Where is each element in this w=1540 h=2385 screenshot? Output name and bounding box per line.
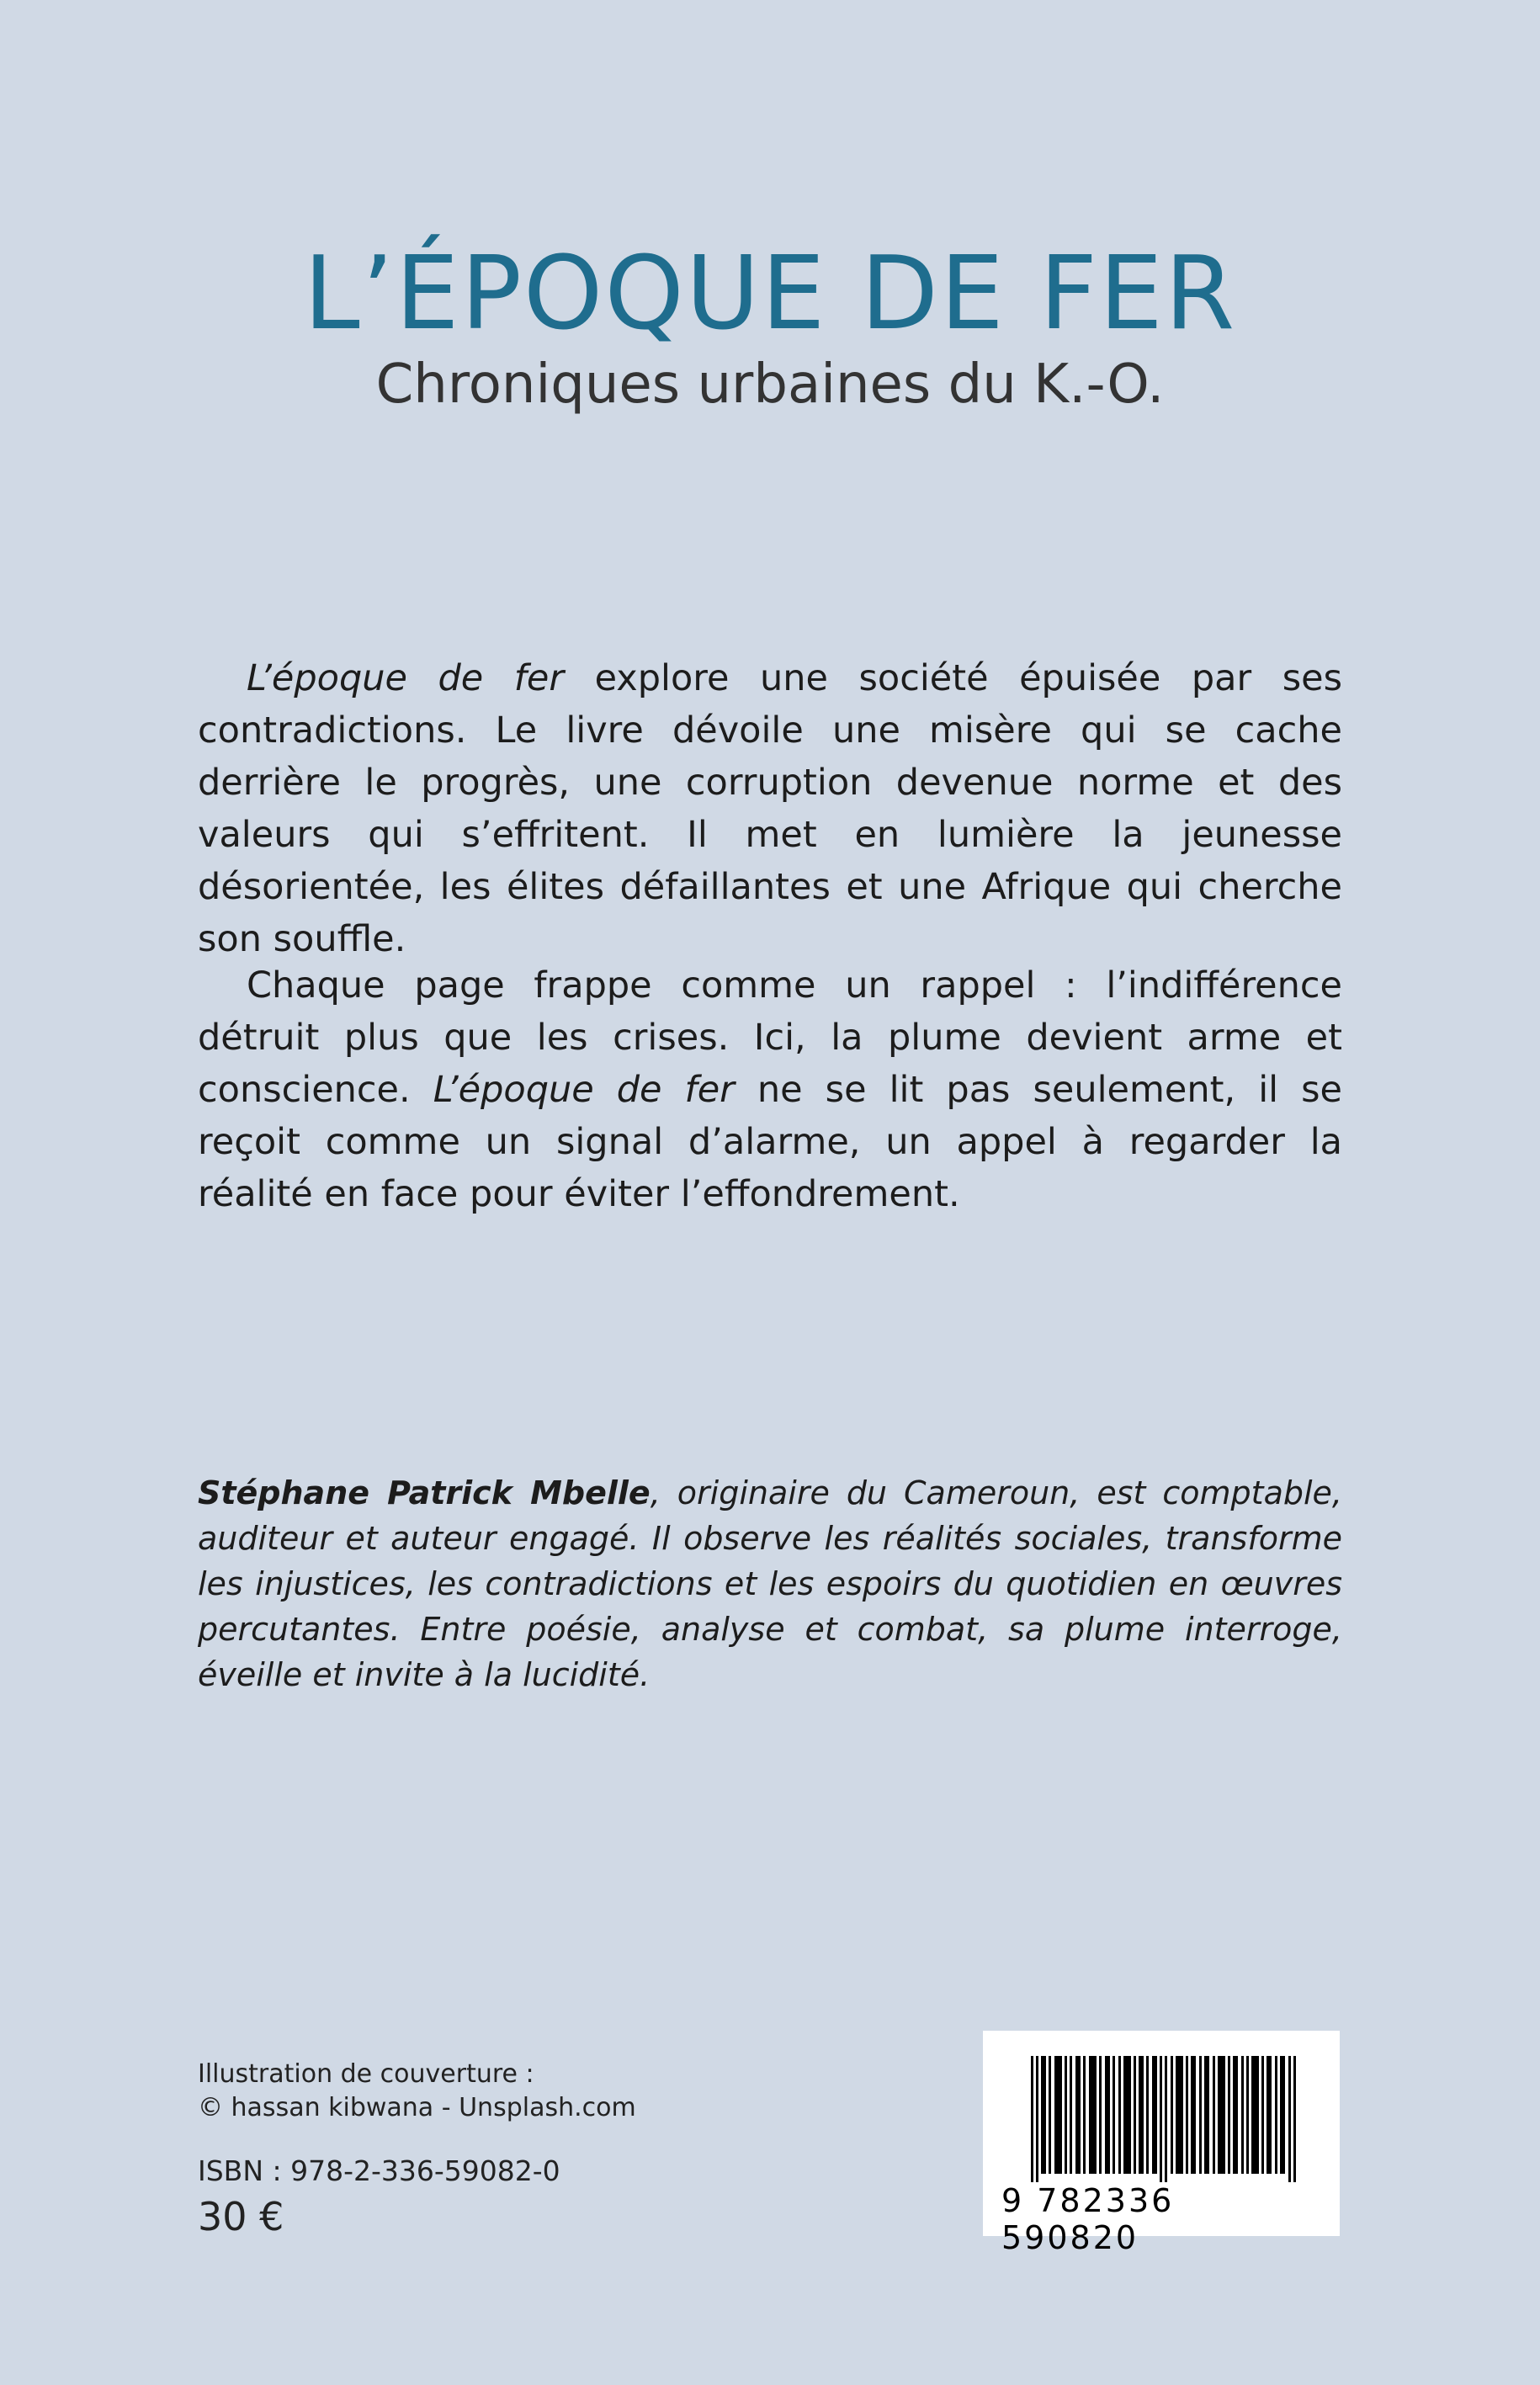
- book-title: L’ÉPOQUE DE FER: [303, 236, 1237, 353]
- author-bio-text: , originaire du Cameroun, est comptable, auditeur et auteur engagé. Il observe les réalités sociales, transforme les injustices, les contradictions et les espoirs du quotidien en œuvres percutantes. Entre poésie, analyse et combat, sa plume interroge, éveille et invite à la lucidité.: [198, 1474, 1343, 1693]
- book-price: 30 €: [198, 2194, 284, 2239]
- summary-paragraph-2-italic-title: L’époque de fer: [433, 1069, 735, 1111]
- summary-paragraph-2-text-before: Chaque page frappe comme un rappel : l’indifférence détruit plus que les crises. Ici, la plume devient arme et conscience.: [198, 964, 1342, 1111]
- barcode-icon: [1031, 2056, 1300, 2182]
- summary-italic-title: L’époque de fer: [247, 657, 565, 699]
- book-subtitle: Chroniques urbaines du K.-O.: [375, 353, 1165, 416]
- credit-line-2: © hassan kibwana - Unsplash.com: [198, 2093, 636, 2122]
- barcode-digits: 9 782336 590820: [1001, 2182, 1175, 2256]
- summary-paragraph-2-text-after: ne se lit pas seulement, il se reçoit comme un signal d’alarme, un appel à regarder la réalité en face pour éviter l’effondrement.: [198, 1069, 1343, 1215]
- illustration-credit: [198, 2058, 636, 2125]
- summary-paragraph-1-text: explore une société épuisée par ses contradictions. Le livre dévoile une misère qui se cache derrière le progrès, une corruption devenue norme et des valeurs qui s’effritent. Il met en lumière la jeunesse désorientée, les élites défaillantes et une Afrique qui cherche son souffle.: [198, 657, 1342, 960]
- isbn-number: ISBN : 978-2-336-59082-0: [198, 2154, 560, 2187]
- summary-paragraph-1: [198, 652, 1342, 965]
- author-bio: [198, 1470, 1342, 1697]
- credit-line-1: Illustration de couverture :: [198, 2059, 534, 2089]
- barcode-panel: [983, 2031, 1340, 2256]
- summary-paragraph-2: [198, 959, 1342, 1220]
- author-name: Stéphane Patrick Mbelle: [198, 1474, 651, 1511]
